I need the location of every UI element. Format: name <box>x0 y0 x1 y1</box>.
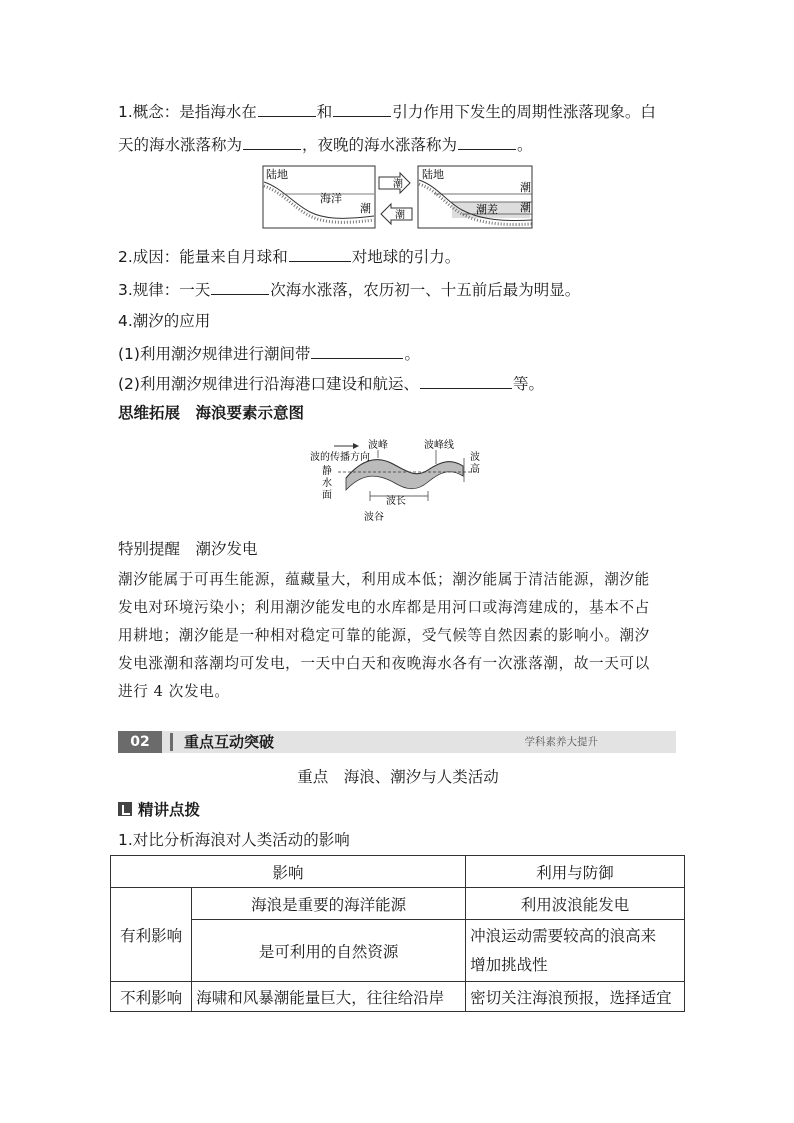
key-title: 重点 海浪、潮汐与人类活动 <box>297 768 499 786</box>
table-cell: 密切关注海浪预报，选择适宜 <box>466 982 685 1012</box>
tide-label: 潮 <box>520 181 531 194</box>
concept-line-2: 天的海水涨落称为 ，夜晚的海水涨落称为 。 <box>118 133 533 156</box>
blank[interactable] <box>243 133 301 150</box>
table-cell: 冲浪运动需要较高的浪高来 增加挑战性 <box>466 920 685 982</box>
explain-icon <box>118 802 132 816</box>
arrow-tide-label: 潮 <box>395 210 405 221</box>
blank[interactable] <box>211 278 269 295</box>
blank[interactable] <box>311 342 403 359</box>
concept-line-1: 1.概念：是指海水在 和 引力作用下发生的周期性涨落现象。白 <box>118 100 656 123</box>
blank[interactable] <box>289 245 351 262</box>
rule-line: 3.规律：一天 次海水涨落，农历初一、十五前后最为明显。 <box>118 278 580 301</box>
table-cell: 有利影响 <box>111 888 192 982</box>
crest-label: 波峰 <box>368 440 388 451</box>
section-number: 02 <box>118 731 162 753</box>
application-title: 4.潮汐的应用 <box>118 312 211 330</box>
table-cell: 是可利用的自然资源 <box>192 920 466 982</box>
application-item-2: (2)利用潮汐规律进行沿海港口建设和航运、 等。 <box>118 372 544 395</box>
direction-label: 波的传播方向 <box>310 452 370 463</box>
table-cell: 利用波浪能发电 <box>466 888 685 920</box>
ocean-label: 海洋 <box>320 192 342 205</box>
section-title: 重点互动突破 <box>184 733 275 751</box>
height-label: 高 <box>470 464 480 475</box>
tide-label: 潮 <box>520 201 531 214</box>
blank[interactable] <box>333 100 391 117</box>
blank[interactable] <box>458 133 516 150</box>
still-water-label: 静 <box>322 466 332 477</box>
height-label: 波 <box>470 452 480 463</box>
tide-label: 潮 <box>360 202 371 215</box>
blank[interactable] <box>420 372 512 389</box>
table-header: 影响 <box>111 856 466 888</box>
land-label: 陆地 <box>266 168 288 181</box>
impact-table <box>110 855 685 1012</box>
table-cell: 海浪是重要的海洋能源 <box>192 888 466 920</box>
application-item-1: (1)利用潮汐规律进行潮间带 。 <box>118 342 420 365</box>
explain-title: 精讲点拨 <box>118 799 200 821</box>
wave-diagram <box>308 436 490 526</box>
cause-line: 2.成因：能量来自月球和 对地球的引力。 <box>118 245 460 268</box>
blank[interactable] <box>258 100 316 117</box>
expand-title: 思维拓展 海浪要素示意图 <box>118 404 305 422</box>
crest-line-label: 波峰线 <box>424 440 454 451</box>
land-label: 陆地 <box>422 168 444 181</box>
reminder-title: 特别提醒 潮汐发电 <box>118 540 258 558</box>
table-header: 利用与防御 <box>466 856 685 888</box>
section-divider <box>170 733 173 751</box>
table-cell: 不利影响 <box>111 982 192 1012</box>
still-water-label: 面 <box>322 490 332 501</box>
section-subtitle: 学科素养大提升 <box>524 736 598 748</box>
wavelength-label: 波长 <box>386 496 406 507</box>
section-header <box>118 731 676 753</box>
arrow-tide-label: 潮 <box>393 179 403 190</box>
reminder-paragraph: 潮汐能属于可再生能源，蕴藏量大，利用成本低；潮汐能属于清洁能源，潮汐能 发电对环境污染小；利用潮汐能发电的水库都是用河口或海湾建成的，基本不占 用耕地；潮汐能是一种相对稳定可靠的能源，受气候等自然因素的影响小。潮汐 发电涨潮和落潮均可发电，一天中白天和夜晚海水各有一次涨落潮，故一天可以 进行 4 次发电。 <box>118 571 650 700</box>
tide-diagram <box>262 164 534 230</box>
trough-label: 波谷 <box>364 512 384 523</box>
table-cell: 海啸和风暴潮能量巨大，往往给沿岸 <box>192 982 466 1012</box>
table-title: 1.对比分析海浪对人类活动的影响 <box>118 831 350 849</box>
tide-range-label: 潮差 <box>476 203 498 216</box>
still-water-label: 水 <box>322 478 332 489</box>
